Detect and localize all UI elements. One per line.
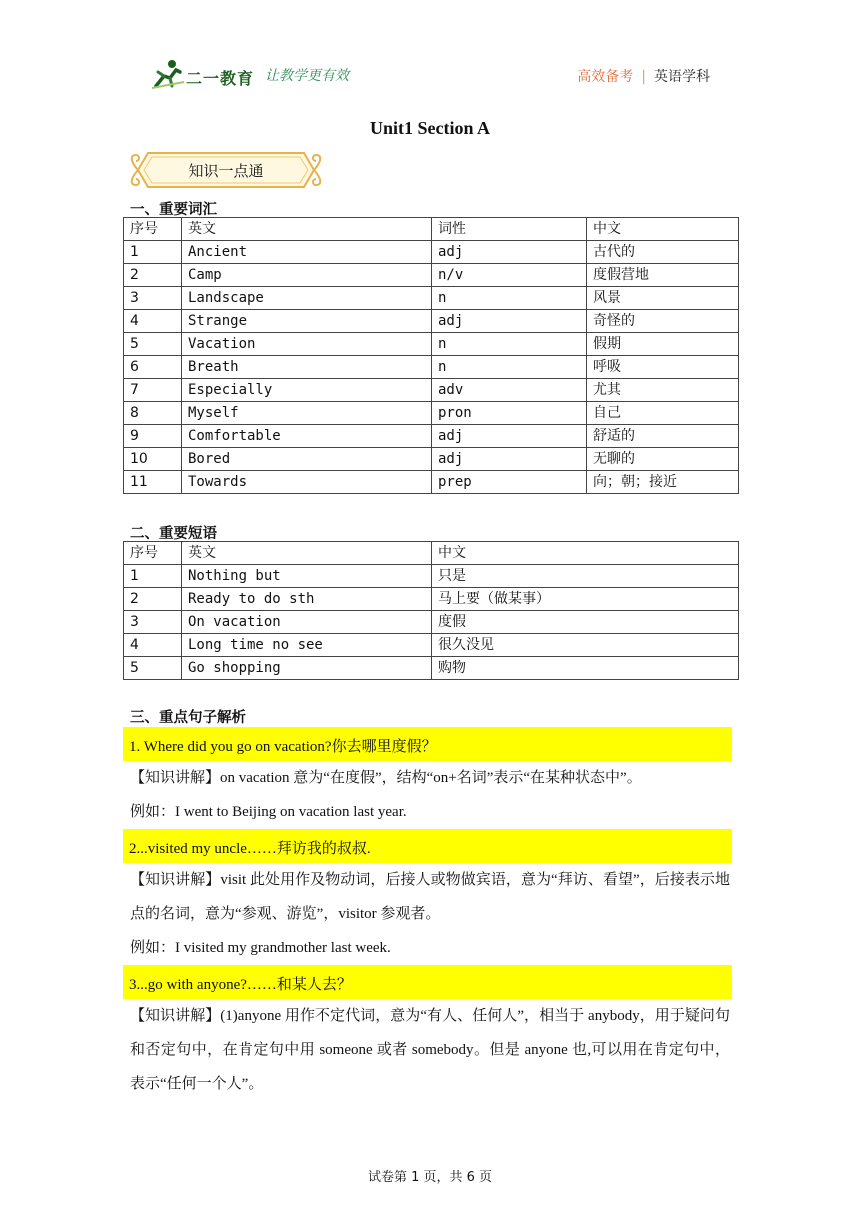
header-separator: | xyxy=(641,69,646,85)
vocab-cell: 假期 xyxy=(587,333,739,356)
runner-logo-icon xyxy=(150,58,186,90)
logo-text: 二一教育 xyxy=(186,69,255,88)
vocab-cell: Ancient xyxy=(182,241,432,264)
slogan: 让教学更有效 xyxy=(265,68,349,84)
vocab-cell: Especially xyxy=(182,379,432,402)
table-header-row xyxy=(124,218,739,241)
phrases-cell: 只是 xyxy=(432,565,739,588)
table-row xyxy=(124,333,739,356)
vocab-cell: Strange xyxy=(182,310,432,333)
vocab-cell: n xyxy=(432,287,587,310)
banner-label: 知识一点通 xyxy=(188,162,264,180)
vocab-cell: prep xyxy=(432,471,587,494)
vocab-table xyxy=(123,217,739,494)
vocab-cell: adj xyxy=(432,448,587,471)
phrases-cell: 度假 xyxy=(432,611,739,634)
vocab-cell: Comfortable xyxy=(182,425,432,448)
vocab-cell: 奇怪的 xyxy=(587,310,739,333)
sentence-2-example: 例如：I visited my grandmother last week. xyxy=(130,940,391,956)
logo xyxy=(150,58,262,90)
vocab-cell: adj xyxy=(432,310,587,333)
phrases-table xyxy=(123,541,739,680)
phrases-cell: Go shopping xyxy=(182,657,432,680)
vocab-cell: 舒适的 xyxy=(587,425,739,448)
vocab-cell: 自己 xyxy=(587,402,739,425)
table-row xyxy=(124,634,739,657)
phrases-cell: 马上要（做某事） xyxy=(432,588,739,611)
vocab-cell: 中文 xyxy=(587,218,739,241)
vocab-cell: 4 xyxy=(124,310,182,333)
table-row xyxy=(124,425,739,448)
table-row xyxy=(124,611,739,634)
table-row xyxy=(124,471,739,494)
sentence-3-explanation: 【知识讲解】(1)anyone 用作不定代词，意为“有人、任何人”，相当于 anybody，用于疑问句和否定句中，在肯定句中用 someone 或者 somebody。但是 anyone 也,可以用在肯定句中，表示“任何一个人”。 xyxy=(130,1008,730,1092)
vocab-cell: 8 xyxy=(124,402,182,425)
table-row xyxy=(124,287,739,310)
phrases-cell: Long time no see xyxy=(182,634,432,657)
vocab-cell: 度假营地 xyxy=(587,264,739,287)
vocab-cell: Towards xyxy=(182,471,432,494)
sentence-1-example: 例如：I went to Beijing on vacation last year. xyxy=(130,804,407,820)
page-header xyxy=(150,58,710,92)
vocab-cell: 3 xyxy=(124,287,182,310)
vocab-cell: adv xyxy=(432,379,587,402)
vocab-cell: 1 xyxy=(124,241,182,264)
phrases-heading: 二、重要短语 xyxy=(130,526,217,542)
phrases-cell: On vacation xyxy=(182,611,432,634)
phrases-cell: 3 xyxy=(124,611,182,634)
vocab-cell: n/v xyxy=(432,264,587,287)
table-row xyxy=(124,565,739,588)
table-row xyxy=(124,588,739,611)
vocab-cell: Camp xyxy=(182,264,432,287)
vocab-cell: 11 xyxy=(124,471,182,494)
vocab-cell: 序号 xyxy=(124,218,182,241)
vocab-heading: 一、重要词汇 xyxy=(130,202,217,218)
table-row xyxy=(124,448,739,471)
phrases-cell: 序号 xyxy=(124,542,182,565)
phrases-cell: 中文 xyxy=(432,542,739,565)
sentence-1-explanation: 【知识讲解】on vacation 意为“在度假”，结构“on+名词”表示“在某种状态中”。 xyxy=(130,770,642,786)
vocab-cell: 古代的 xyxy=(587,241,739,264)
vocab-cell: adj xyxy=(432,425,587,448)
table-header-row xyxy=(124,542,739,565)
phrases-cell: 1 xyxy=(124,565,182,588)
page-footer: 试卷第 1 页，共 6 页 xyxy=(367,1170,493,1185)
phrases-cell: 4 xyxy=(124,634,182,657)
vocab-cell: 5 xyxy=(124,333,182,356)
vocab-cell: Vacation xyxy=(182,333,432,356)
vocab-cell: Breath xyxy=(182,356,432,379)
vocab-cell: 词性 xyxy=(432,218,587,241)
sentence-2-explanation: 【知识讲解】visit 此处用作及物动词，后接人或物做宾语，意为“拜访、看望”，后接表示地点的名词，意为“参观、游览”，visitor 参观者。 xyxy=(130,872,730,922)
vocab-cell: 风景 xyxy=(587,287,739,310)
section-banner xyxy=(128,147,324,193)
vocab-cell: 无聊的 xyxy=(587,448,739,471)
vocab-cell: n xyxy=(432,333,587,356)
vocab-cell: 呼吸 xyxy=(587,356,739,379)
header-subject xyxy=(577,66,710,86)
table-row xyxy=(124,310,739,333)
vocab-cell: n xyxy=(432,356,587,379)
sentence-1: 1. Where did you go on vacation?你去哪里度假？ xyxy=(129,739,437,755)
sentence-2: 2...visited my uncle……拜访我的叔叔. xyxy=(129,841,371,857)
table-row xyxy=(124,402,739,425)
vocab-cell: 2 xyxy=(124,264,182,287)
table-row xyxy=(124,657,739,680)
header-label-subject: 英语学科 xyxy=(654,69,710,85)
vocab-cell: 6 xyxy=(124,356,182,379)
vocab-cell: adj xyxy=(432,241,587,264)
vocab-cell: Bored xyxy=(182,448,432,471)
phrases-cell: 英文 xyxy=(182,542,432,565)
phrases-cell: 2 xyxy=(124,588,182,611)
vocab-cell: 英文 xyxy=(182,218,432,241)
header-label-prep: 高效备考 xyxy=(577,69,634,85)
vocab-cell: Landscape xyxy=(182,287,432,310)
table-row xyxy=(124,264,739,287)
table-row xyxy=(124,379,739,402)
sentence-3: 3...go with anyone?……和某人去？ xyxy=(129,977,352,993)
phrases-cell: 5 xyxy=(124,657,182,680)
sentences-heading: 三、重点句子解析 xyxy=(130,710,246,726)
table-row xyxy=(124,356,739,379)
vocab-cell: pron xyxy=(432,402,587,425)
phrases-cell: Nothing but xyxy=(182,565,432,588)
table-row xyxy=(124,241,739,264)
phrases-cell: 很久没见 xyxy=(432,634,739,657)
vocab-cell: 尤其 xyxy=(587,379,739,402)
sentence-2-highlight xyxy=(123,829,732,863)
vocab-cell: 10 xyxy=(124,448,182,471)
phrases-cell: Ready to do sth xyxy=(182,588,432,611)
vocab-cell: 向；朝；接近 xyxy=(587,471,739,494)
phrases-cell: 购物 xyxy=(432,657,739,680)
page-title: Unit1 Section A xyxy=(369,118,490,138)
vocab-cell: 9 xyxy=(124,425,182,448)
sentence-1-highlight xyxy=(123,727,732,761)
sentence-3-highlight xyxy=(123,965,732,999)
vocab-cell: 7 xyxy=(124,379,182,402)
vocab-cell: Myself xyxy=(182,402,432,425)
